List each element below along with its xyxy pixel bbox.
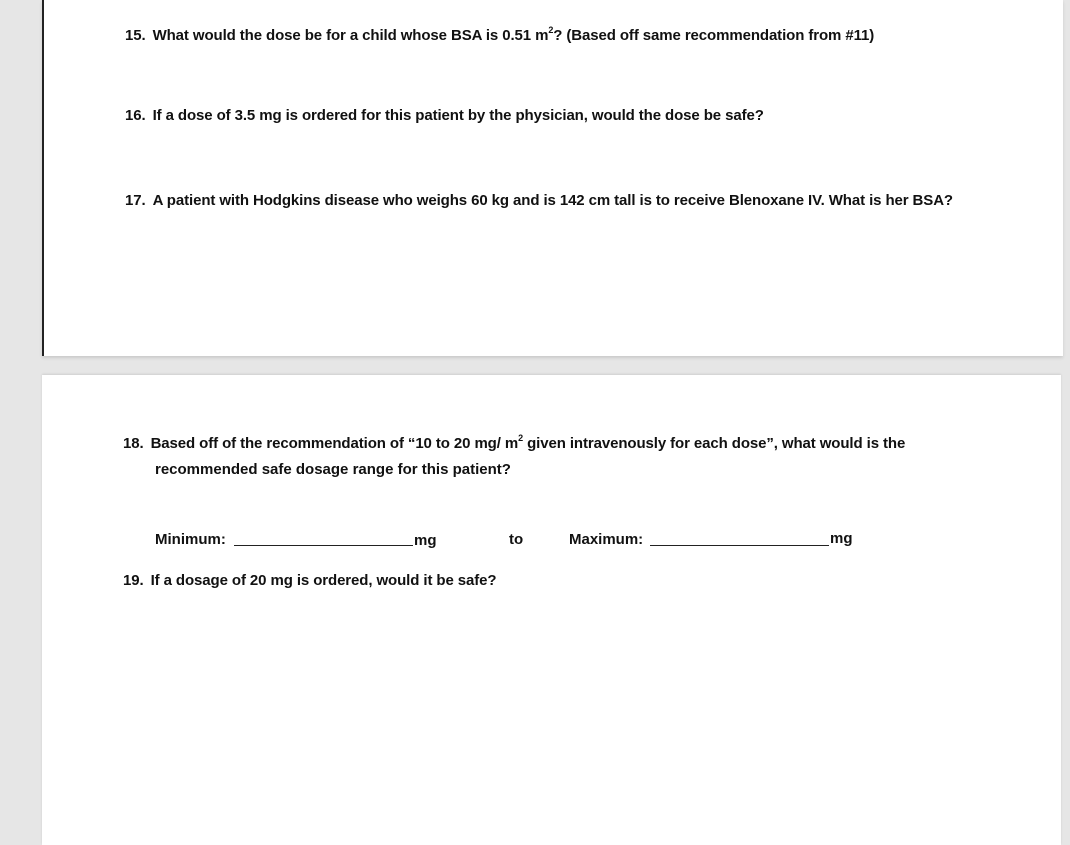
question-16 — [125, 107, 764, 124]
minimum-answer-blank[interactable] — [234, 545, 413, 546]
question-number: 15. — [125, 27, 146, 44]
question-text: A patient with Hodgkins disease who weighs 60 kg and is 142 cm tall is to receive Blenoxane IV. What is her BSA? — [152, 192, 953, 209]
question-text: If a dose of 3.5 mg is ordered for this patient by the physician, would the dose be safe? — [152, 107, 764, 124]
superscript: 2 — [518, 433, 524, 443]
question-text-end: ? (Based off same recommendation from #11) — [553, 27, 875, 44]
question-number: 17. — [125, 192, 146, 209]
minimum-unit: mg — [414, 532, 437, 549]
question-18-line-2: recommended safe dosage range for this patient? — [155, 461, 511, 478]
question-number: 16. — [125, 107, 146, 124]
question-text: What would the dose be for a child whose BSA is 0.51 m — [152, 27, 549, 44]
maximum-answer-blank[interactable] — [650, 545, 829, 546]
question-17 — [125, 192, 953, 209]
worksheet-page-2 — [42, 375, 1061, 845]
question-text: Based off of the recommendation of “10 to 20 mg/ m — [150, 435, 519, 452]
question-text: If a dosage of 20 mg is ordered, would it be safe? — [150, 572, 497, 589]
question-19 — [123, 572, 496, 589]
question-text-end: given intravenously for each dose”, what would is the — [523, 435, 906, 452]
question-18 — [123, 435, 905, 452]
superscript: 2 — [548, 25, 554, 35]
question-number: 19. — [123, 572, 144, 589]
maximum-unit: mg — [830, 530, 853, 547]
minimum-label: Minimum: — [155, 531, 226, 548]
worksheet-page-1 — [42, 0, 1063, 356]
maximum-label: Maximum: — [569, 531, 644, 548]
question-number: 18. — [123, 435, 144, 452]
question-15 — [125, 27, 874, 44]
to-label: to — [509, 531, 524, 548]
